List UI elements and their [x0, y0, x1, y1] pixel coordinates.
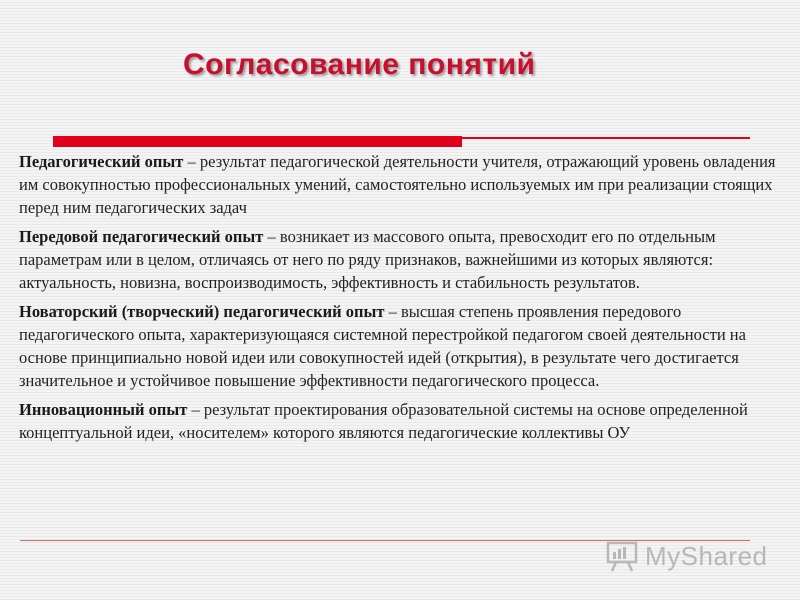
definition-term: Новаторский (творческий) педагогический опыт — [19, 302, 385, 321]
definition-text: – возникает из массового опыта, превосходит его по отдельным параметрам или в целом, отличаясь от него по ряду признаков, важнейшими из которых являются: актуальность, новизна, воспроизводимость, эффективность и стабильность результатов. — [19, 227, 716, 292]
title-accent-line — [462, 137, 750, 139]
definition-term: Педагогический опыт — [19, 152, 184, 171]
definition-term: Передовой педагогический опыт — [19, 227, 264, 246]
definition-text: – результат педагогической деятельности учителя, отражающий уровень овладения им совокупностью профессиональных умений, самостоятельно используемых им при реализации стоящих перед ним педагогических задач — [19, 152, 776, 217]
watermark-logo — [605, 538, 775, 574]
definition-paragraph — [19, 225, 787, 294]
definition-text: – высшая степень проявления передового педагогического опыта, характеризующаяся системной перестройкой педагогом своей деятельности на основе принципиально новой идеи или совокупностей идей (открытия), в результате чего достигается значительное и устойчивое повышение эффективности педагогического процесса. — [19, 302, 746, 390]
watermark-text: MyShared — [645, 540, 768, 571]
definition-paragraph — [19, 300, 787, 392]
definition-paragraph — [19, 398, 787, 444]
definition-text: – результат проектирования образовательной системы на основе определенной концептуальной идеи, «носителем» которого являются педагогические коллективы ОУ — [19, 400, 748, 442]
title-accent-bar — [53, 136, 462, 147]
presentation-board-icon — [605, 539, 639, 573]
definition-term: Инновационный опыт — [19, 400, 188, 419]
definition-paragraph — [19, 150, 787, 219]
definitions-list — [19, 150, 787, 450]
slide-title: Согласование понятий — [183, 48, 536, 81]
